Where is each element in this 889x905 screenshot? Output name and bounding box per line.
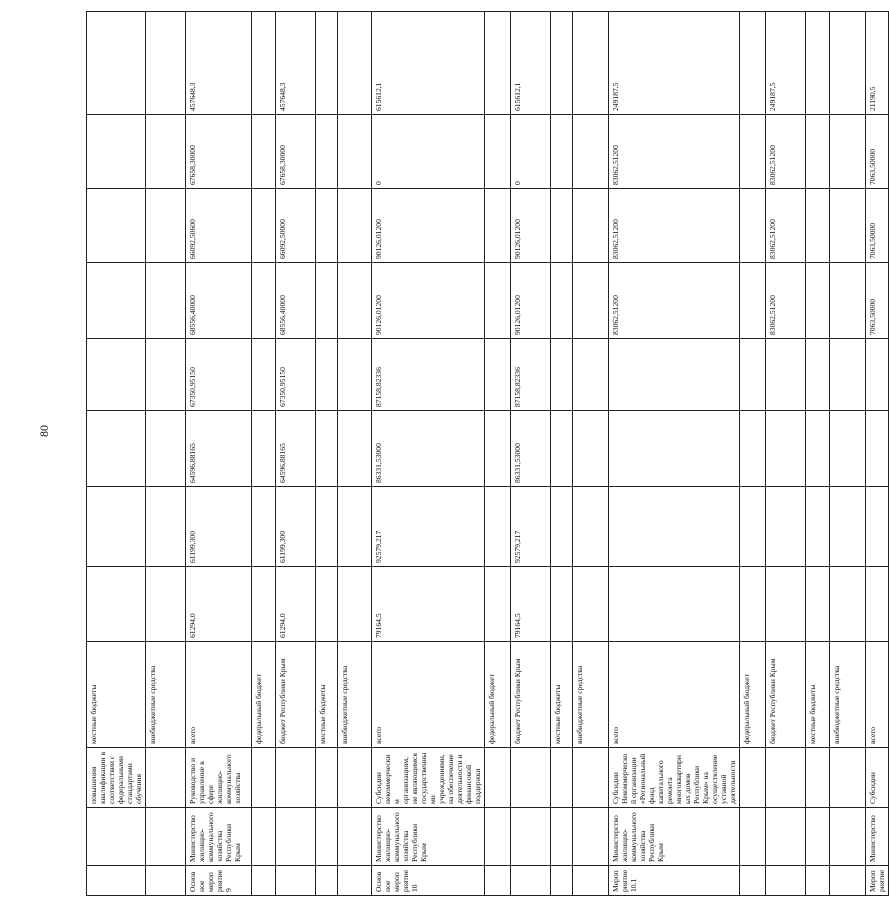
year-amount-cell bbox=[87, 339, 146, 411]
year-amount-cell bbox=[740, 339, 766, 411]
responsible-executor-cell bbox=[551, 808, 573, 866]
year-amount-cell bbox=[573, 411, 609, 487]
table-row bbox=[252, 12, 276, 896]
year-amount-cell bbox=[87, 411, 146, 487]
event-name-cell bbox=[276, 748, 316, 808]
year-amount-cell bbox=[830, 339, 866, 411]
year-amount-cell bbox=[146, 263, 186, 339]
year-amount-cell: 83062,51200 bbox=[609, 115, 740, 189]
event-name-cell: Руководство и управление в сфере жилищно-коммунального хозяйства bbox=[186, 748, 252, 808]
event-name-cell bbox=[766, 748, 806, 808]
funding-source-cell: федеральный бюджет bbox=[252, 642, 276, 748]
year-amount-cell bbox=[338, 411, 372, 487]
event-code-cell bbox=[830, 866, 866, 896]
funding-source-cell: федеральный бюджет bbox=[485, 642, 511, 748]
table-row bbox=[511, 12, 551, 896]
responsible-executor-cell bbox=[146, 808, 186, 866]
year-amount-cell bbox=[806, 339, 830, 411]
year-amount-cell: 83062,51200 bbox=[766, 189, 806, 263]
page-number: 80 bbox=[37, 425, 51, 437]
year-amount-cell bbox=[766, 487, 806, 567]
table-row bbox=[866, 12, 889, 896]
funding-source-cell: внебюджетные средства bbox=[830, 642, 866, 748]
year-amount-cell bbox=[830, 487, 866, 567]
year-amount-cell bbox=[830, 411, 866, 487]
table-row bbox=[551, 12, 573, 896]
event-code-cell bbox=[316, 866, 338, 896]
year-amount-cell bbox=[252, 567, 276, 642]
year-amount-cell bbox=[830, 567, 866, 642]
event-name-cell: Субсидии bbox=[866, 748, 889, 808]
responsible-executor-cell bbox=[573, 808, 609, 866]
year-amount-cell bbox=[740, 263, 766, 339]
responsible-executor-cell bbox=[485, 808, 511, 866]
year-amount-cell bbox=[766, 567, 806, 642]
responsible-executor-cell: Министерство жилищно-коммунального хозяйства Республики Крым bbox=[609, 808, 740, 866]
year-amount-cell bbox=[146, 411, 186, 487]
year-amount-cell: 67350,95150 bbox=[186, 339, 252, 411]
year-amount-cell bbox=[252, 411, 276, 487]
event-name-cell bbox=[338, 748, 372, 808]
year-amount-cell bbox=[609, 567, 740, 642]
table-sheet bbox=[86, 12, 886, 896]
event-name-cell bbox=[740, 748, 766, 808]
year-amount-cell: 61199,300 bbox=[186, 487, 252, 567]
year-amount-cell bbox=[146, 189, 186, 263]
year-amount-cell bbox=[609, 411, 740, 487]
total-amount-cell bbox=[806, 12, 830, 115]
funding-source-cell: местные бюджеты bbox=[806, 642, 830, 748]
year-amount-cell bbox=[573, 263, 609, 339]
event-code-cell: Мероприятие 10.1 bbox=[609, 866, 740, 896]
year-amount-cell bbox=[252, 189, 276, 263]
responsible-executor-cell bbox=[806, 808, 830, 866]
event-name-cell bbox=[485, 748, 511, 808]
year-amount-cell bbox=[485, 263, 511, 339]
responsible-executor-cell bbox=[511, 808, 551, 866]
year-amount-cell bbox=[338, 567, 372, 642]
responsible-executor-cell bbox=[766, 808, 806, 866]
total-amount-cell: 21190,5 bbox=[866, 12, 889, 115]
year-amount-cell bbox=[806, 487, 830, 567]
year-amount-cell bbox=[830, 263, 866, 339]
year-amount-cell: 61199,300 bbox=[276, 487, 316, 567]
year-amount-cell bbox=[551, 487, 573, 567]
table-row bbox=[338, 12, 372, 896]
responsible-executor-cell: Министерство жилищно-коммунального хозяйства Республики Крым bbox=[186, 808, 252, 866]
event-code-cell bbox=[511, 866, 551, 896]
year-amount-cell bbox=[316, 411, 338, 487]
event-name-cell bbox=[830, 748, 866, 808]
responsible-executor-cell bbox=[276, 808, 316, 866]
total-amount-cell: 457648,3 bbox=[186, 12, 252, 115]
year-amount-cell: 67658,30000 bbox=[276, 115, 316, 189]
year-amount-cell bbox=[830, 115, 866, 189]
year-amount-cell bbox=[806, 115, 830, 189]
event-code-cell bbox=[252, 866, 276, 896]
event-name-cell: повышения квалификации в соответствии с федеральными стандартами обучения bbox=[87, 748, 146, 808]
year-amount-cell: 68556,40000 bbox=[186, 263, 252, 339]
total-amount-cell bbox=[87, 12, 146, 115]
funding-source-cell: внебюджетные средства bbox=[146, 642, 186, 748]
year-amount-cell: 83062,51200 bbox=[766, 263, 806, 339]
total-amount-cell bbox=[551, 12, 573, 115]
funding-source-cell: местные бюджеты bbox=[87, 642, 146, 748]
year-amount-cell bbox=[316, 339, 338, 411]
event-name-cell: Субсидии некоммерческим организациям, не являющимся государственными учреждениями, на обеспечение деятельности и финансовой поддержки bbox=[372, 748, 485, 808]
event-code-cell bbox=[551, 866, 573, 896]
year-amount-cell: 68556,40000 bbox=[276, 263, 316, 339]
year-amount-cell: 7063,50000 bbox=[866, 115, 889, 189]
year-amount-cell bbox=[551, 189, 573, 263]
funding-source-cell: внебюджетные средства bbox=[573, 642, 609, 748]
table-row bbox=[146, 12, 186, 896]
year-amount-cell bbox=[866, 487, 889, 567]
total-amount-cell: 249187,5 bbox=[766, 12, 806, 115]
year-amount-cell: 83062,51200 bbox=[766, 115, 806, 189]
year-amount-cell bbox=[146, 567, 186, 642]
event-code-cell: Мероприятие bbox=[866, 866, 889, 896]
table-row bbox=[740, 12, 766, 896]
year-amount-cell bbox=[87, 567, 146, 642]
year-amount-cell bbox=[740, 567, 766, 642]
year-amount-cell bbox=[87, 263, 146, 339]
year-amount-cell: 79164,5 bbox=[511, 567, 551, 642]
year-amount-cell: 66092,50000 bbox=[276, 189, 316, 263]
table-body bbox=[87, 12, 889, 896]
table-row bbox=[87, 12, 146, 896]
event-name-cell bbox=[551, 748, 573, 808]
event-name-cell bbox=[252, 748, 276, 808]
funding-source-cell: бюджет Республики Крым bbox=[766, 642, 806, 748]
year-amount-cell bbox=[766, 339, 806, 411]
year-amount-cell bbox=[87, 487, 146, 567]
year-amount-cell: 67350,95150 bbox=[276, 339, 316, 411]
event-name-cell bbox=[573, 748, 609, 808]
year-amount-cell: 7063,50000 bbox=[866, 189, 889, 263]
year-amount-cell bbox=[252, 339, 276, 411]
responsible-executor-cell: Министерство жилищно-коммунального хозяйства Республики Крым bbox=[372, 808, 485, 866]
funding-source-cell: местные бюджеты bbox=[551, 642, 573, 748]
year-amount-cell bbox=[252, 115, 276, 189]
year-amount-cell: 79164,5 bbox=[372, 567, 485, 642]
total-amount-cell bbox=[252, 12, 276, 115]
year-amount-cell bbox=[316, 487, 338, 567]
total-amount-cell: 457648,3 bbox=[276, 12, 316, 115]
year-amount-cell bbox=[573, 189, 609, 263]
year-amount-cell: 83062,51200 bbox=[609, 189, 740, 263]
year-amount-cell bbox=[485, 339, 511, 411]
event-code-cell: Основное мероприятие 10 bbox=[372, 866, 485, 896]
year-amount-cell bbox=[485, 115, 511, 189]
year-amount-cell: 86331,53000 bbox=[511, 411, 551, 487]
year-amount-cell bbox=[573, 487, 609, 567]
year-amount-cell bbox=[252, 263, 276, 339]
year-amount-cell: 90126,01200 bbox=[511, 189, 551, 263]
total-amount-cell bbox=[485, 12, 511, 115]
table-row bbox=[573, 12, 609, 896]
funding-source-cell: федеральный бюджет bbox=[740, 642, 766, 748]
year-amount-cell bbox=[740, 487, 766, 567]
year-amount-cell bbox=[551, 263, 573, 339]
year-amount-cell: 64596,88165 bbox=[186, 411, 252, 487]
year-amount-cell bbox=[866, 567, 889, 642]
year-amount-cell: 0 bbox=[511, 115, 551, 189]
year-amount-cell: 66092,50600 bbox=[186, 189, 252, 263]
event-code-cell bbox=[485, 866, 511, 896]
table-row bbox=[609, 12, 740, 896]
table-row bbox=[276, 12, 316, 896]
year-amount-cell bbox=[866, 339, 889, 411]
responsible-executor-cell bbox=[316, 808, 338, 866]
responsible-executor-cell bbox=[830, 808, 866, 866]
year-amount-cell bbox=[338, 189, 372, 263]
year-amount-cell: 83062,51200 bbox=[609, 263, 740, 339]
total-amount-cell: 615612,1 bbox=[511, 12, 551, 115]
event-code-cell bbox=[276, 866, 316, 896]
event-name-cell bbox=[316, 748, 338, 808]
year-amount-cell: 61294,0 bbox=[276, 567, 316, 642]
year-amount-cell: 92579,217 bbox=[372, 487, 485, 567]
event-code-cell bbox=[740, 866, 766, 896]
funding-source-cell: всего bbox=[186, 642, 252, 748]
event-code-cell bbox=[146, 866, 186, 896]
year-amount-cell bbox=[252, 487, 276, 567]
year-amount-cell bbox=[316, 115, 338, 189]
table-row bbox=[316, 12, 338, 896]
year-amount-cell bbox=[338, 487, 372, 567]
total-amount-cell bbox=[740, 12, 766, 115]
total-amount-cell: 615612,1 bbox=[372, 12, 485, 115]
year-amount-cell bbox=[551, 567, 573, 642]
year-amount-cell bbox=[806, 411, 830, 487]
responsible-executor-cell bbox=[87, 808, 146, 866]
year-amount-cell bbox=[338, 263, 372, 339]
table-row bbox=[806, 12, 830, 896]
year-amount-cell bbox=[87, 115, 146, 189]
year-amount-cell: 87158,82336 bbox=[511, 339, 551, 411]
funding-source-cell: всего bbox=[866, 642, 889, 748]
event-code-cell bbox=[766, 866, 806, 896]
year-amount-cell bbox=[146, 339, 186, 411]
year-amount-cell: 90126,01200 bbox=[511, 263, 551, 339]
event-name-cell bbox=[511, 748, 551, 808]
table-row bbox=[830, 12, 866, 896]
responsible-executor-cell bbox=[338, 808, 372, 866]
year-amount-cell bbox=[485, 189, 511, 263]
year-amount-cell bbox=[146, 115, 186, 189]
year-amount-cell: 0 bbox=[372, 115, 485, 189]
total-amount-cell bbox=[338, 12, 372, 115]
responsible-executor-cell: Министерство bbox=[866, 808, 889, 866]
year-amount-cell bbox=[609, 487, 740, 567]
table-row bbox=[186, 12, 252, 896]
year-amount-cell: 90126,01200 bbox=[372, 263, 485, 339]
year-amount-cell bbox=[316, 263, 338, 339]
year-amount-cell bbox=[338, 339, 372, 411]
year-amount-cell bbox=[485, 567, 511, 642]
year-amount-cell: 87158,82336 bbox=[372, 339, 485, 411]
funding-source-cell: местные бюджеты bbox=[316, 642, 338, 748]
event-name-cell bbox=[146, 748, 186, 808]
responsible-executor-cell bbox=[252, 808, 276, 866]
year-amount-cell bbox=[866, 411, 889, 487]
year-amount-cell bbox=[316, 567, 338, 642]
year-amount-cell bbox=[806, 263, 830, 339]
year-amount-cell: 86331,53000 bbox=[372, 411, 485, 487]
year-amount-cell bbox=[573, 115, 609, 189]
year-amount-cell bbox=[740, 189, 766, 263]
event-name-cell: Субсидии Некоммерческой организации «Региональный фонд капитального ремонта многоквартирных домов Республики Крым» на осуществление уставной деятельности bbox=[609, 748, 740, 808]
year-amount-cell: 64596,88165 bbox=[276, 411, 316, 487]
event-name-cell bbox=[806, 748, 830, 808]
year-amount-cell bbox=[551, 339, 573, 411]
responsible-executor-cell bbox=[740, 808, 766, 866]
funding-source-cell: всего bbox=[609, 642, 740, 748]
year-amount-cell bbox=[551, 115, 573, 189]
rotated-table-wrapper bbox=[86, 12, 886, 896]
funding-source-cell: внебюджетные средства bbox=[338, 642, 372, 748]
year-amount-cell bbox=[551, 411, 573, 487]
year-amount-cell bbox=[573, 339, 609, 411]
total-amount-cell bbox=[573, 12, 609, 115]
table-row bbox=[485, 12, 511, 896]
table-row bbox=[766, 12, 806, 896]
funding-source-cell: бюджет Республики Крым bbox=[276, 642, 316, 748]
funding-source-cell: бюджет Республики Крым bbox=[511, 642, 551, 748]
year-amount-cell bbox=[609, 339, 740, 411]
total-amount-cell bbox=[830, 12, 866, 115]
year-amount-cell bbox=[740, 115, 766, 189]
total-amount-cell bbox=[316, 12, 338, 115]
year-amount-cell bbox=[146, 487, 186, 567]
year-amount-cell: 90126,01200 bbox=[372, 189, 485, 263]
year-amount-cell bbox=[485, 487, 511, 567]
year-amount-cell bbox=[806, 189, 830, 263]
funding-source-cell: всего bbox=[372, 642, 485, 748]
year-amount-cell: 61294,0 bbox=[186, 567, 252, 642]
budget-table bbox=[86, 11, 889, 896]
event-code-cell bbox=[338, 866, 372, 896]
year-amount-cell bbox=[740, 411, 766, 487]
year-amount-cell bbox=[830, 189, 866, 263]
year-amount-cell bbox=[573, 567, 609, 642]
event-code-cell bbox=[87, 866, 146, 896]
event-code-cell: Основное мероприятие 9 bbox=[186, 866, 252, 896]
year-amount-cell bbox=[766, 411, 806, 487]
table-row bbox=[372, 12, 485, 896]
year-amount-cell bbox=[485, 411, 511, 487]
year-amount-cell: 7063,50000 bbox=[866, 263, 889, 339]
year-amount-cell bbox=[806, 567, 830, 642]
event-code-cell bbox=[806, 866, 830, 896]
year-amount-cell bbox=[338, 115, 372, 189]
year-amount-cell: 67658,30000 bbox=[186, 115, 252, 189]
total-amount-cell: 249187,5 bbox=[609, 12, 740, 115]
year-amount-cell bbox=[87, 189, 146, 263]
year-amount-cell bbox=[316, 189, 338, 263]
total-amount-cell bbox=[146, 12, 186, 115]
year-amount-cell: 92579,217 bbox=[511, 487, 551, 567]
event-code-cell bbox=[573, 866, 609, 896]
